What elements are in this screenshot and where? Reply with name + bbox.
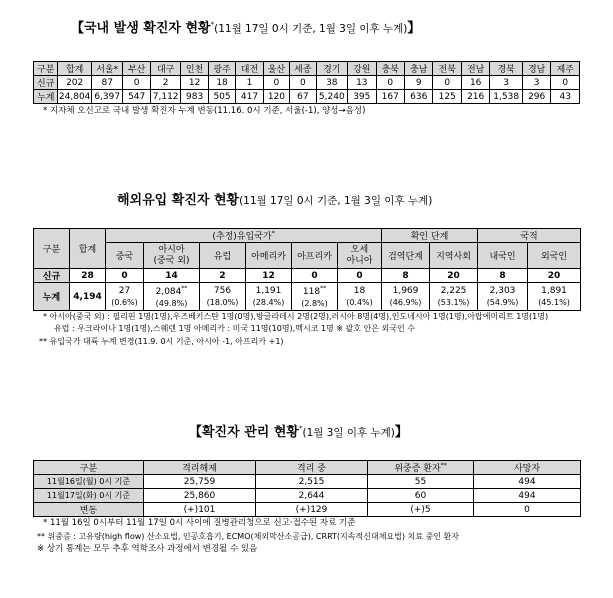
management-row-change — [34, 503, 581, 517]
domestic-cell: 서울* — [91, 62, 123, 76]
domestic-cell: 3 — [522, 76, 550, 90]
domestic-note: * 지자체 오신고로 국내 발생 확진자 누계 변동(11.16. 0시 기준, 서울(-1), 양성→음성) — [43, 106, 366, 116]
overseas-total-africa: 118** (2.8%) — [292, 283, 338, 311]
overseas-header-gubun: 구분 — [34, 229, 70, 269]
management-table — [33, 460, 581, 517]
management-header-isolated: 격리 중 — [256, 461, 368, 475]
overseas-note-2: 유럽 : 우크라이나 1명(1명),스웨덴 1명 아메리카 : 미국 11명(10명),멕시코 1명 ※ 괄호 안은 외국인 수 — [54, 324, 416, 333]
overseas-total-oceania: 18 (0.4%) — [338, 283, 382, 311]
domestic-cell: 0 — [551, 76, 580, 90]
domestic-cell: 547 — [123, 90, 150, 104]
overseas-total-asia: 2,084** (49.8%) — [144, 283, 200, 311]
domestic-cell: 216 — [461, 90, 489, 104]
management-cell: 494 — [474, 475, 581, 489]
domestic-cell: 983 — [181, 90, 208, 104]
domestic-cell: 2 — [150, 76, 181, 90]
management-cell: 55 — [368, 475, 474, 489]
domestic-cell: 제주 — [551, 62, 580, 76]
management-cell: (+)5 — [368, 503, 474, 517]
domestic-cell: 43 — [551, 90, 580, 104]
overseas-total-china: 27 (0.6%) — [106, 283, 144, 311]
domestic-cell: 636 — [405, 90, 433, 104]
overseas-sub-quarantine: 검역단계 — [382, 243, 430, 269]
management-cell: (+)129 — [256, 503, 368, 517]
domestic-cell: 24,804 — [58, 91, 91, 102]
domestic-row-label: 신규 — [34, 76, 58, 90]
overseas-new-korean: 8 — [478, 269, 528, 283]
overseas-sub-foreign: 외국인 — [528, 243, 581, 269]
domestic-cell: 경기 — [316, 62, 348, 76]
management-note-2: ** 위중증 : 고유량(high flow) 산소요법, 인공호흡기, ECMO(체외막산소공급), CRRT(지속적신대체요법) 치료 중인 환자 — [37, 532, 459, 541]
domestic-cell: 충북 — [376, 62, 404, 76]
domestic-cell: 417 — [236, 90, 263, 104]
management-cell: 494 — [474, 489, 581, 503]
domestic-cell: 0 — [376, 76, 404, 90]
overseas-total-community: 2,225 (53.1%) — [430, 283, 478, 311]
overseas-note-1: * 아시아(중국 외) : 필리핀 1명(1명),우즈베키스탄 1명(0명),방글라데시 2명(2명),러시아 8명(4명),인도네시아 1명(1명),아랍에미리트 1명(1명) — [43, 312, 549, 321]
overseas-note-3: ** 유입국가 대륙 누계 변경(11.9. 0시 기준, 아시아 -1, 아프리카 +1) — [39, 337, 284, 346]
domestic-cell: 강원 — [348, 62, 376, 76]
management-row-label: 11월16일(월) 0시 기준 — [34, 475, 144, 489]
domestic-cell: 13 — [348, 76, 376, 90]
overseas-sub-china: 중국 — [106, 243, 144, 269]
domestic-total-row — [34, 90, 580, 104]
overseas-table — [33, 228, 581, 311]
overseas-sub-oceania: 오세 아니아 — [338, 243, 382, 269]
domestic-cell: 0 — [433, 76, 461, 90]
domestic-cell: 120 — [263, 90, 289, 104]
management-cell: (+)101 — [144, 503, 256, 517]
overseas-new-community: 20 — [430, 269, 478, 283]
overseas-new-china: 0 — [106, 269, 144, 283]
domestic-section-title: 【국내 발생 확진자 현황*(11월 17일 0시 기준, 1월 3일 이후 누계)】 — [71, 20, 421, 36]
domestic-cell: 경남 — [522, 62, 550, 76]
domestic-cell: 전북 — [433, 62, 461, 76]
domestic-cell: 부산 — [123, 62, 150, 76]
overseas-header-confirm: 확인 단계 — [382, 229, 478, 243]
domestic-cell: 세종 — [290, 62, 316, 76]
overseas-total-europe: 756 (18.0%) — [200, 283, 246, 311]
management-cell: 60 — [368, 489, 474, 503]
domestic-cell: 18 — [208, 76, 235, 90]
overseas-new-asia: 14 — [144, 269, 200, 283]
overseas-header-country: (추정)유입국가* — [106, 229, 382, 243]
overseas-section-title: 해외유입 확진자 현황(11월 17일 0시 기준, 1월 3일 이후 누계) — [117, 193, 433, 208]
overseas-sub-asia: 아시아 (중국 외) — [144, 243, 200, 269]
domestic-header-row — [34, 62, 580, 76]
domestic-cell: 296 — [522, 90, 550, 104]
domestic-cell: 합계 — [58, 62, 92, 76]
domestic-cell: 5,240 — [316, 90, 348, 104]
domestic-cell: 0 — [263, 76, 289, 90]
domestic-cell: 202 — [58, 76, 92, 90]
overseas-header-total: 합계 — [70, 229, 106, 269]
management-header-row — [34, 461, 581, 475]
overseas-total-label: 누계 — [34, 283, 70, 311]
domestic-cell: 7,112 — [150, 90, 181, 104]
overseas-new-europe: 2 — [200, 269, 246, 283]
overseas-total-row — [34, 283, 581, 311]
domestic-cell: 대구 — [150, 62, 181, 76]
domestic-cell: 125 — [433, 90, 461, 104]
domestic-cell: 광주 — [208, 62, 235, 76]
overseas-new-oceania: 0 — [338, 269, 382, 283]
management-note-3: ※ 상기 통계는 모두 추후 역학조사 과정에서 변경될 수 있음 — [37, 544, 258, 554]
management-note-1: * 11월 16일 0시부터 11월 17일 0시 사이에 질병관리청으로 신고·접수된 자료 기준 — [43, 518, 356, 528]
domestic-new-row — [34, 76, 580, 90]
management-header-released: 격리해제 — [144, 461, 256, 475]
overseas-header-nation: 국적 — [478, 229, 581, 243]
domestic-row-label: 누계 — [34, 90, 58, 104]
management-header-gubun: 구분 — [34, 461, 144, 475]
domestic-cell: 0 — [123, 76, 150, 90]
domestic-cell: 505 — [208, 90, 235, 104]
domestic-cell: 1 — [236, 76, 263, 90]
overseas-new-africa: 0 — [292, 269, 338, 283]
domestic-cell: 67 — [290, 90, 316, 104]
overseas-total-foreign: 1,891 (45.1%) — [528, 283, 581, 311]
overseas-new-total: 28 — [70, 269, 106, 283]
domestic-cell: 87 — [91, 76, 123, 90]
management-header-severe: 위중증 환자** — [368, 461, 474, 475]
overseas-new-quarantine: 8 — [382, 269, 430, 283]
overseas-sub-africa: 아프리카 — [292, 243, 338, 269]
overseas-new-america: 12 — [246, 269, 292, 283]
domestic-cell: 0 — [290, 76, 316, 90]
management-cell: 25,759 — [144, 475, 256, 489]
management-row-label: 11월17일(화) 0시 기준 — [34, 489, 144, 503]
overseas-total-quarantine: 1,969 (46.9%) — [382, 283, 430, 311]
domestic-cell: 16 — [461, 76, 489, 90]
domestic-cell: 경북 — [490, 62, 523, 76]
domestic-table — [33, 61, 580, 104]
domestic-cell: 6,397 — [91, 90, 123, 104]
domestic-cell: 9 — [405, 76, 433, 90]
management-cell: 0 — [474, 503, 581, 517]
domestic-cell: 167 — [376, 90, 404, 104]
domestic-cell: 전남 — [461, 62, 489, 76]
overseas-sub-korean: 내국인 — [478, 243, 528, 269]
management-row-label: 변동 — [34, 503, 144, 517]
domestic-cell: 3 — [490, 76, 523, 90]
overseas-new-foreign: 20 — [528, 269, 581, 283]
management-row-1117 — [34, 489, 581, 503]
overseas-new-label: 신규 — [34, 269, 70, 283]
management-cell: 2,644 — [256, 489, 368, 503]
overseas-total-sum: 4,194 — [70, 283, 106, 311]
domestic-cell: 충남 — [405, 62, 433, 76]
domestic-cell: 12 — [181, 76, 208, 90]
domestic-cell: 대전 — [236, 62, 263, 76]
overseas-total-korean: 2,303 (54.9%) — [478, 283, 528, 311]
overseas-sub-america: 아메리카 — [246, 243, 292, 269]
domestic-cell: 울산 — [263, 62, 289, 76]
management-row-1116 — [34, 475, 581, 489]
domestic-cell: 인천 — [181, 62, 208, 76]
management-section-title: 【확진자 관리 현황*(1월 3일 이후 누계)】 — [189, 424, 408, 440]
domestic-cell: 1,538 — [490, 90, 523, 104]
overseas-sub-community: 지역사회 — [430, 243, 478, 269]
management-cell: 2,515 — [256, 475, 368, 489]
management-header-deaths: 사망자 — [474, 461, 581, 475]
overseas-sub-europe: 유럽 — [200, 243, 246, 269]
domestic-cell: 38 — [316, 76, 348, 90]
domestic-cell: 395 — [348, 90, 376, 104]
domestic-row-label: 구분 — [34, 62, 58, 76]
management-cell: 25,860 — [144, 489, 256, 503]
overseas-total-america: 1,191 (28.4%) — [246, 283, 292, 311]
overseas-new-row — [34, 269, 581, 283]
